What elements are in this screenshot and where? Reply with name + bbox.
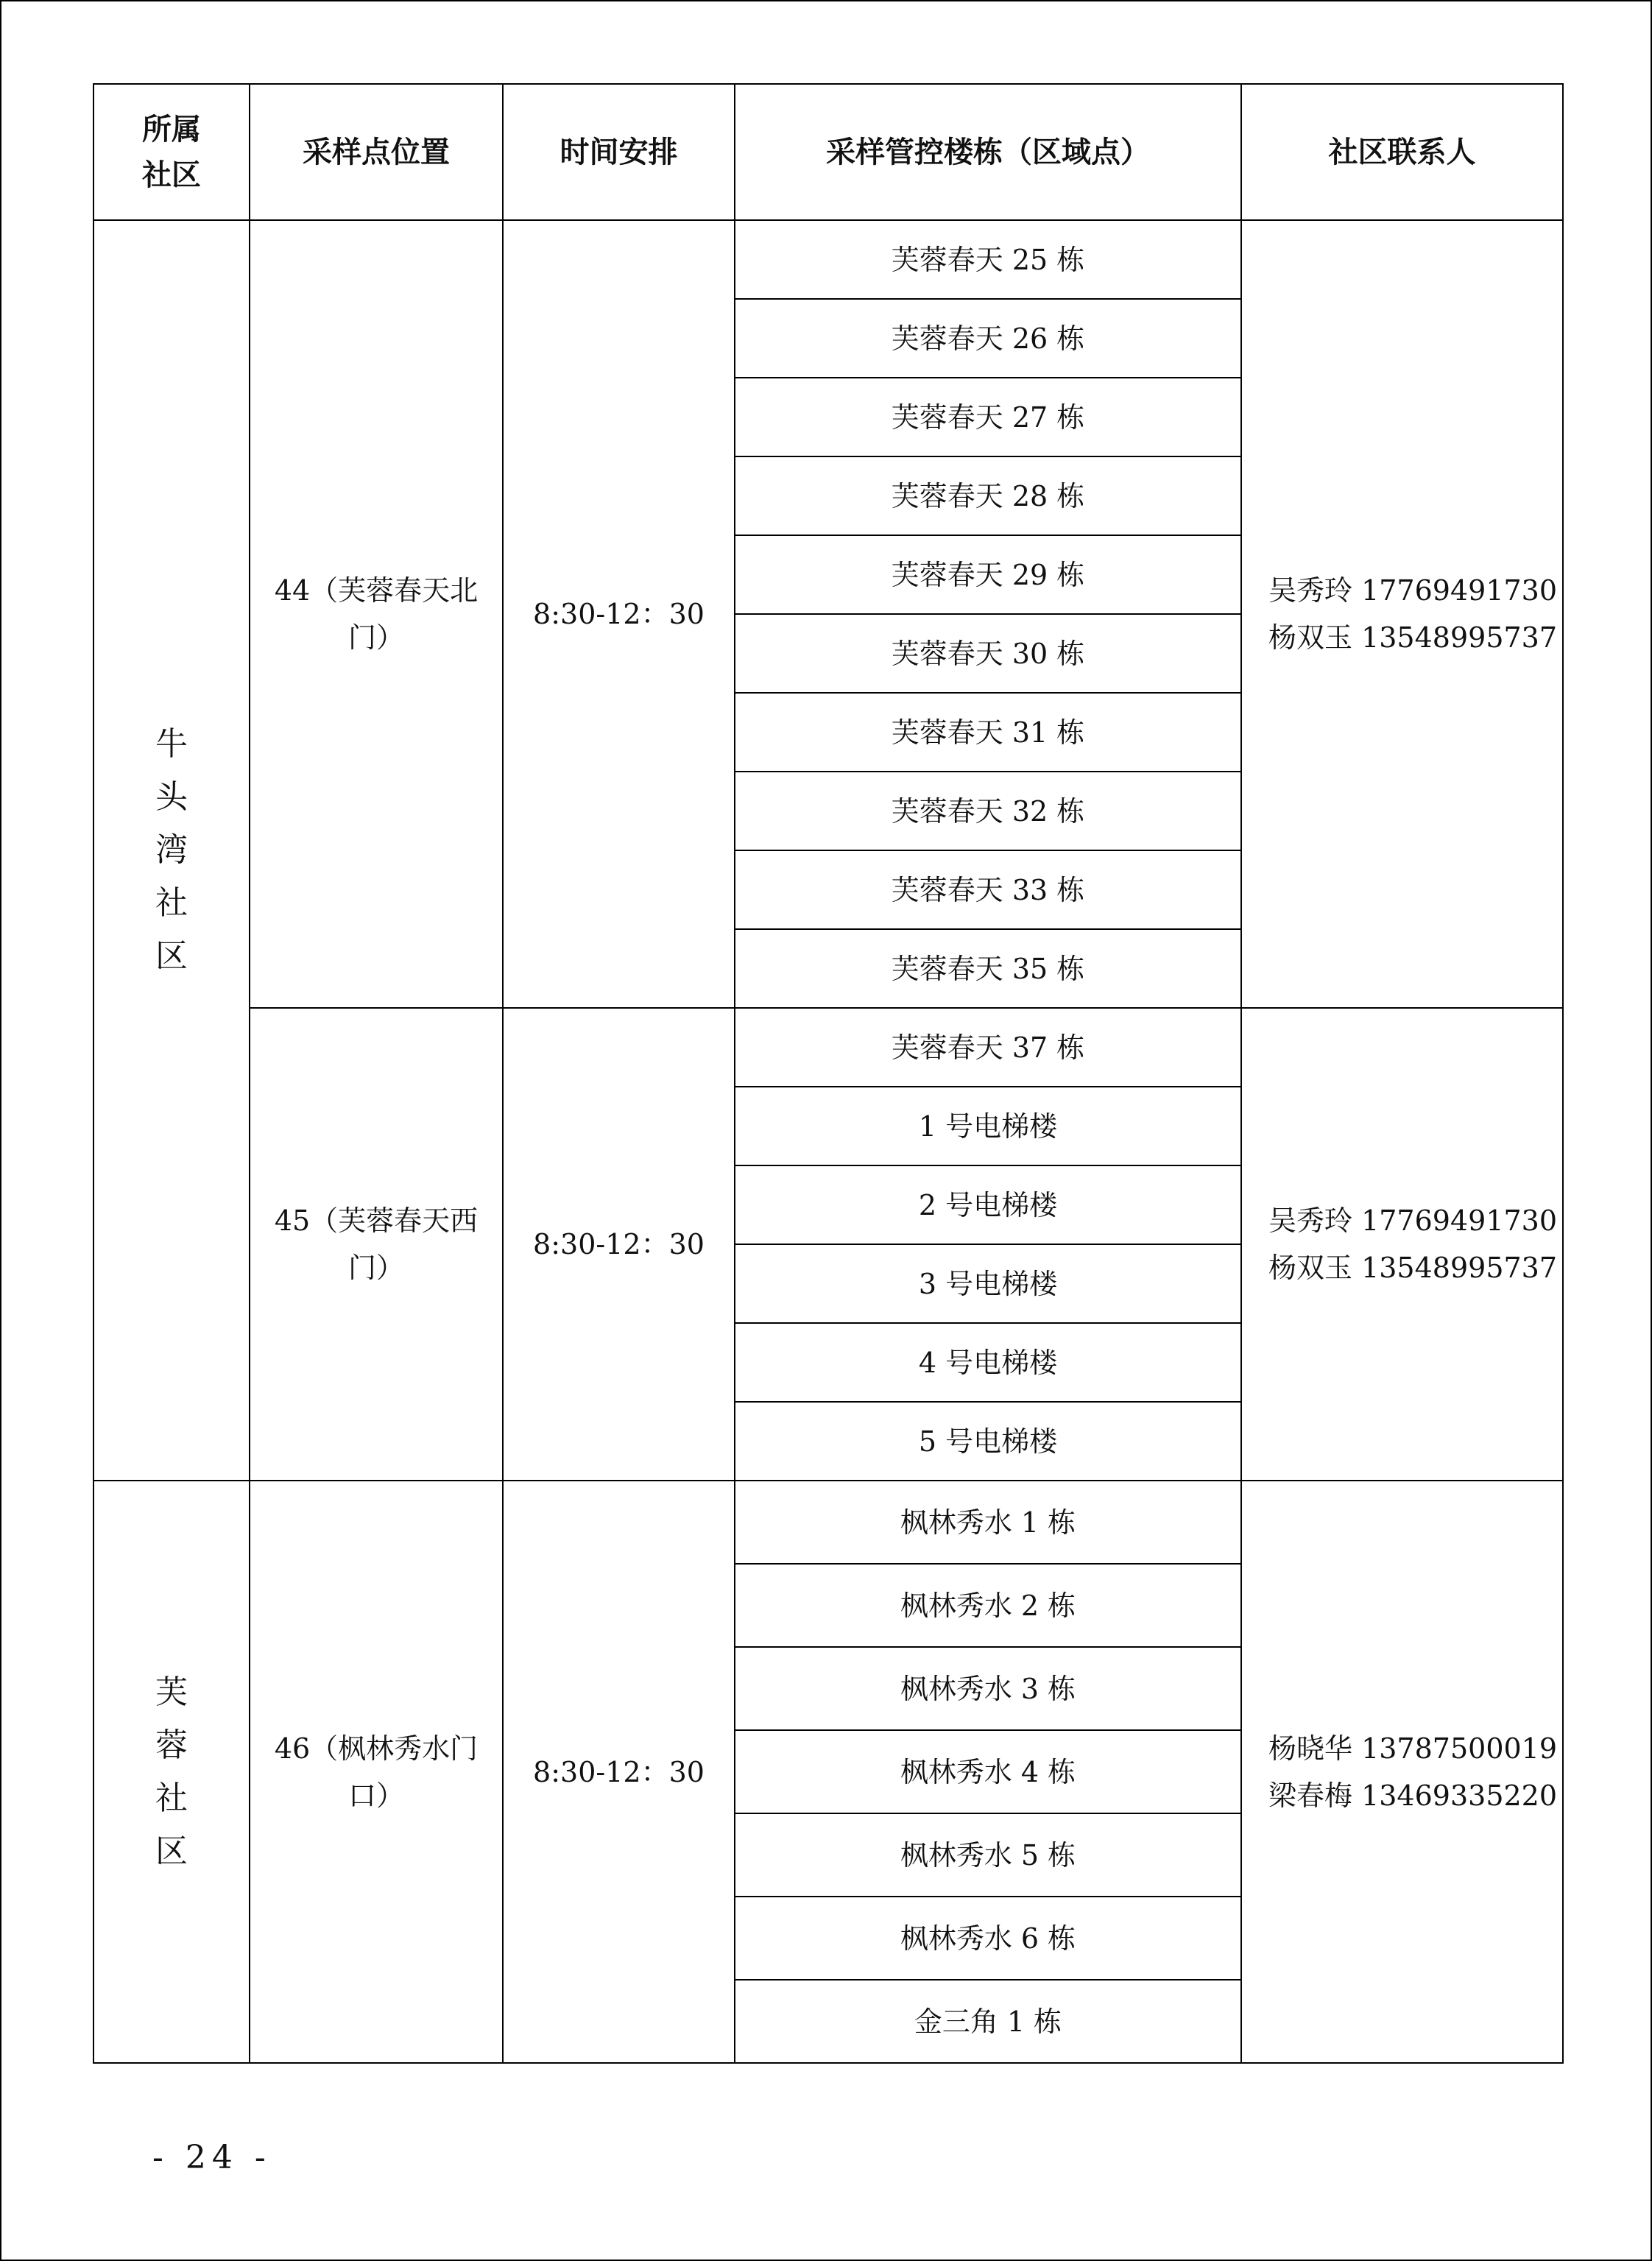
building-cell: 芙蓉春天 32 栋 [735,772,1241,850]
table-row [93,1008,1563,1087]
building-cell: 芙蓉春天 35 栋 [735,929,1241,1008]
building-cell: 金三角 1 栋 [735,1980,1241,2063]
contact-line: 杨双玉 13548995737 [1268,1252,1558,1284]
site-label: 45（芙蓉春天西门） [274,1204,479,1284]
page-number: - 24 - [152,2139,272,2176]
site-cell [250,1481,503,2063]
site-label: 46（枫林秀水门口） [274,1732,479,1812]
contact-line: 杨双玉 13548995737 [1268,621,1558,654]
contact-line: 梁春梅 13469335220 [1268,1779,1558,1812]
table-header-row [93,84,1563,220]
building-cell: 芙蓉春天 37 栋 [735,1008,1241,1087]
community-name: 牛头湾社区 [155,725,188,975]
building-cell: 枫林秀水 1 栋 [735,1481,1241,1564]
site-cell [250,1008,503,1481]
building-cell: 芙蓉春天 30 栋 [735,614,1241,693]
building-cell: 枫林秀水 5 栋 [735,1813,1241,1897]
contact-cell [1241,1481,1563,2063]
community-name: 芙蓉社区 [155,1673,188,1870]
building-cell: 枫林秀水 6 栋 [735,1897,1241,1980]
building-cell: 4 号电梯楼 [735,1323,1241,1402]
building-cell: 芙蓉春天 28 栋 [735,456,1241,535]
site-label: 44（芙蓉春天北门） [274,574,479,654]
contact-line: 杨晓华 13787500019 [1268,1732,1558,1765]
community-cell [93,1481,250,2063]
time-cell: 8:30-12：30 [503,1008,735,1481]
building-cell: 芙蓉春天 27 栋 [735,378,1241,456]
header-contact: 社区联系人 [1241,84,1563,220]
building-cell: 枫林秀水 2 栋 [735,1564,1241,1647]
sampling-schedule-table [93,83,1564,2064]
contact-line: 吴秀玲 17769491730 [1268,1204,1558,1237]
building-cell: 芙蓉春天 25 栋 [735,220,1241,299]
site-cell [250,220,503,1008]
building-cell: 芙蓉春天 33 栋 [735,850,1241,929]
building-cell: 芙蓉春天 31 栋 [735,693,1241,772]
building-cell: 1 号电梯楼 [735,1087,1241,1165]
community-cell [93,220,250,1481]
building-cell: 2 号电梯楼 [735,1165,1241,1244]
contact-cell [1241,220,1563,1008]
header-time: 时间安排 [503,84,735,220]
header-site: 采样点位置 [250,84,503,220]
contact-line: 吴秀玲 17769491730 [1268,574,1558,607]
contact-cell [1241,1008,1563,1481]
building-cell: 枫林秀水 3 栋 [735,1647,1241,1730]
header-community: 所属社区 [93,84,250,220]
table-row [93,220,1563,299]
table-row [93,1481,1563,1564]
building-cell: 5 号电梯楼 [735,1402,1241,1481]
time-cell: 8:30-12：30 [503,220,735,1008]
header-buildings: 采样管控楼栋（区域点） [735,84,1241,220]
building-cell: 芙蓉春天 26 栋 [735,299,1241,378]
time-cell: 8:30-12：30 [503,1481,735,2063]
building-cell: 枫林秀水 4 栋 [735,1730,1241,1813]
building-cell: 芙蓉春天 29 栋 [735,535,1241,614]
building-cell: 3 号电梯楼 [735,1244,1241,1323]
